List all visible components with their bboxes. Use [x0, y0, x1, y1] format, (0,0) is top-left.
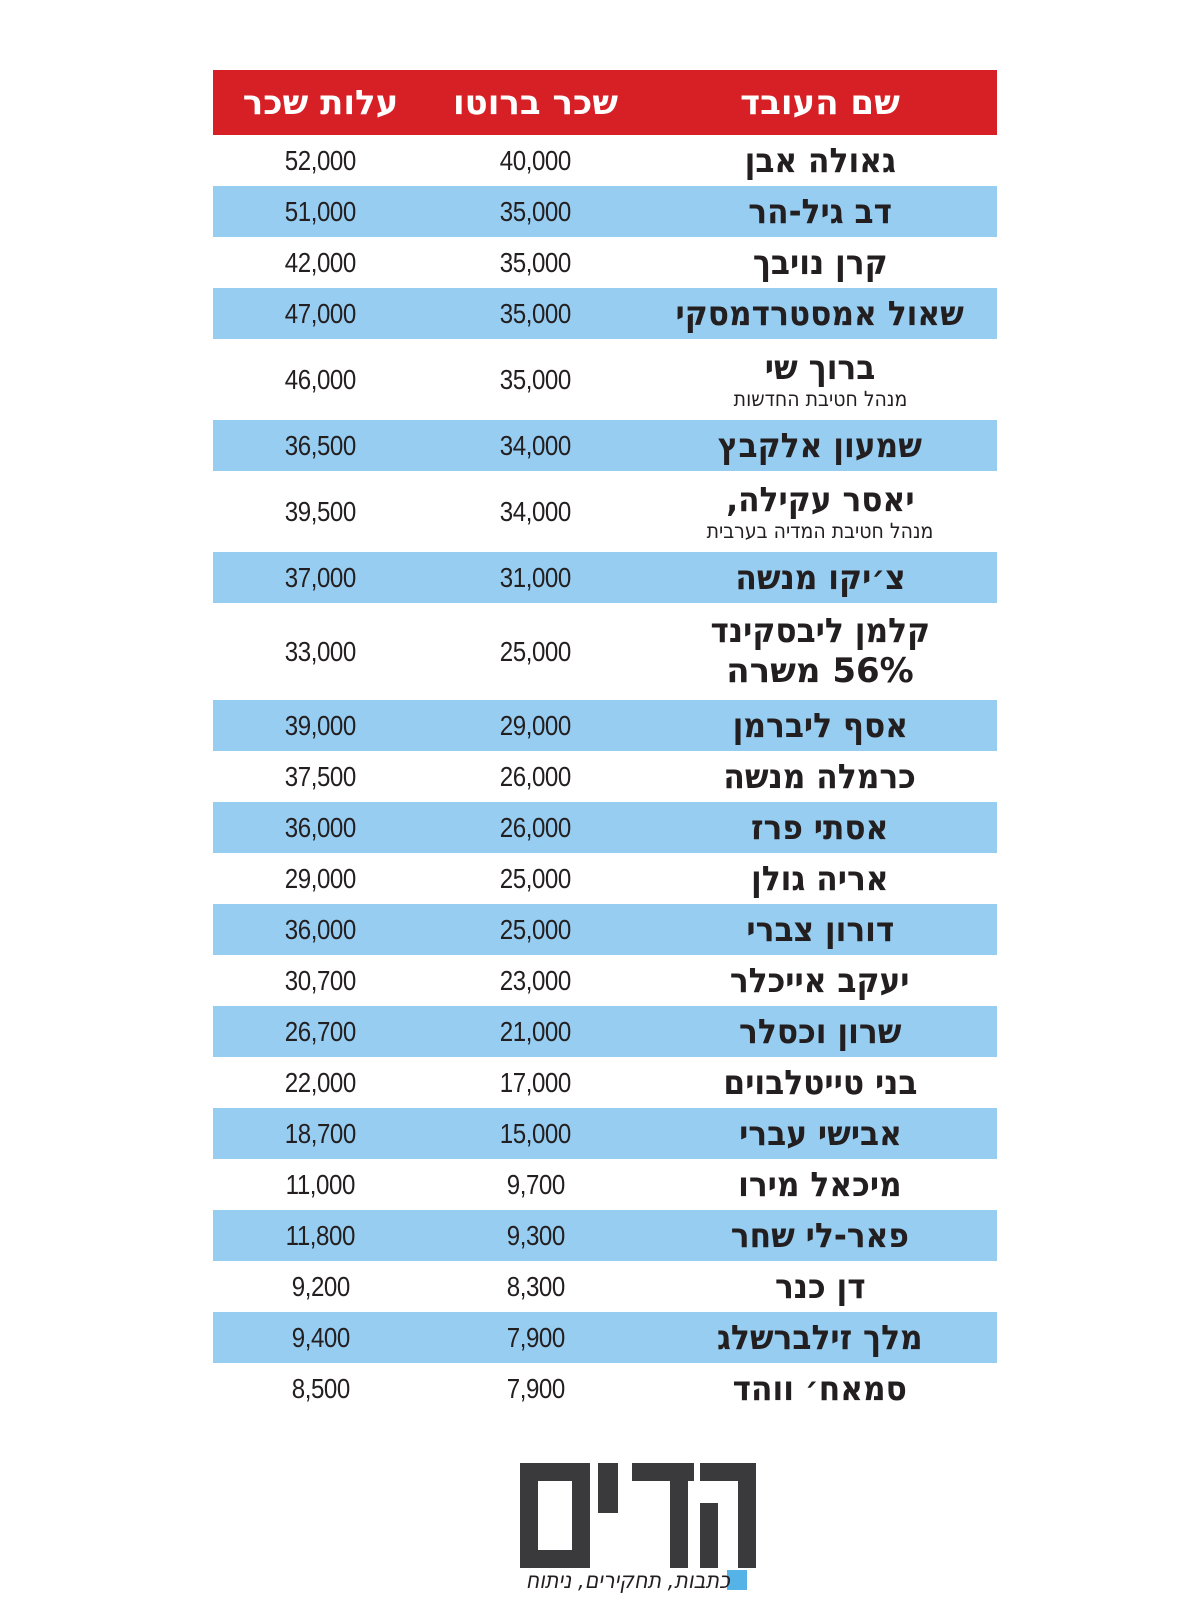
cost-value: 9,400 — [291, 1321, 350, 1353]
cost-cell — [213, 1108, 428, 1159]
cost-cell — [213, 1159, 428, 1210]
gross-cell — [428, 751, 643, 802]
cost-cell — [213, 471, 428, 552]
employee-name: דן כנר — [774, 1266, 866, 1307]
cost-value: 29,000 — [284, 862, 357, 894]
table-row — [213, 1057, 997, 1108]
cost-cell — [213, 1312, 428, 1363]
gross-value: 25,000 — [499, 862, 572, 894]
gross-cell — [428, 552, 643, 603]
gross-value: 31,000 — [499, 561, 572, 593]
cost-cell — [213, 135, 428, 186]
salary-table — [213, 70, 997, 1414]
name-cell — [643, 288, 997, 339]
table-row — [213, 1261, 997, 1312]
gross-value: 23,000 — [499, 964, 572, 996]
table-header — [213, 70, 997, 135]
cost-value: 11,800 — [285, 1219, 356, 1251]
table-row — [213, 904, 997, 955]
cost-cell — [213, 339, 428, 420]
gross-cell — [428, 288, 643, 339]
name-cell — [643, 1261, 997, 1312]
cost-cell — [213, 1363, 428, 1414]
gross-value: 35,000 — [499, 363, 572, 395]
gross-cell — [428, 237, 643, 288]
cost-value: 42,000 — [284, 246, 357, 278]
cost-value: 33,000 — [284, 635, 357, 667]
employee-name: סמאח׳ ווהד — [732, 1368, 908, 1409]
cost-cell — [213, 1006, 428, 1057]
employee-name: בני טייטלבוים — [723, 1062, 918, 1103]
cost-cell — [213, 237, 428, 288]
table-body — [213, 135, 997, 1414]
employee-name: יעקב אייכלר — [730, 960, 910, 1001]
cost-cell — [213, 802, 428, 853]
cost-value: 36,000 — [284, 811, 357, 843]
gross-value: 26,000 — [499, 811, 572, 843]
gross-cell — [428, 802, 643, 853]
gross-value: 34,000 — [499, 495, 572, 527]
table-row — [213, 700, 997, 751]
gross-value: 35,000 — [499, 195, 572, 227]
gross-cell — [428, 186, 643, 237]
cost-cell — [213, 420, 428, 471]
gross-cell — [428, 955, 643, 1006]
gross-value: 7,900 — [506, 1372, 565, 1404]
gross-value: 9,700 — [506, 1168, 565, 1200]
table-row — [213, 1159, 997, 1210]
table-row — [213, 1210, 997, 1261]
employee-name: דורון צברי — [746, 909, 894, 950]
gross-value: 35,000 — [499, 297, 572, 329]
table-row — [213, 751, 997, 802]
gross-cell — [428, 1159, 643, 1210]
gross-cell — [428, 1312, 643, 1363]
gross-value: 25,000 — [499, 635, 572, 667]
table-row — [213, 603, 997, 700]
name-cell — [643, 853, 997, 904]
name-cell — [643, 135, 997, 186]
cost-value: 8,500 — [291, 1372, 350, 1404]
cost-value: 11,000 — [285, 1168, 356, 1200]
name-cell — [643, 339, 997, 420]
logo-tagline: כתבות, תחקירים, ניתוח — [525, 1568, 730, 1594]
table-row — [213, 1363, 997, 1414]
name-cell — [643, 237, 997, 288]
gross-value: 40,000 — [499, 144, 572, 176]
employee-name: אבישי עברי — [738, 1113, 902, 1154]
cost-cell — [213, 904, 428, 955]
cost-value: 37,000 — [284, 561, 357, 593]
employee-role: מנהל חטיבת המדיה בערבית — [706, 518, 934, 543]
gross-cell — [428, 1057, 643, 1108]
employee-name: דב גיל-הר — [748, 191, 892, 232]
name-cell — [643, 700, 997, 751]
employee-name: ברוך שי — [764, 347, 876, 388]
cost-value: 18,700 — [284, 1117, 357, 1149]
name-cell — [643, 552, 997, 603]
gross-cell — [428, 1006, 643, 1057]
gross-value: 21,000 — [499, 1015, 572, 1047]
gross-value: 35,000 — [499, 246, 572, 278]
employee-name: אריה גולן — [751, 858, 889, 899]
gross-cell — [428, 135, 643, 186]
cost-cell — [213, 1057, 428, 1108]
cost-cell — [213, 288, 428, 339]
header-name: שם העובד — [740, 82, 900, 123]
name-cell — [643, 904, 997, 955]
gross-value: 17,000 — [499, 1066, 572, 1098]
logo-accent-square — [727, 1570, 747, 1590]
name-cell — [643, 1159, 997, 1210]
gross-value: 29,000 — [499, 709, 572, 741]
gross-value: 8,300 — [506, 1270, 565, 1302]
gross-cell — [428, 1261, 643, 1312]
gross-value: 25,000 — [499, 913, 572, 945]
name-cell — [643, 1210, 997, 1261]
table-row — [213, 1108, 997, 1159]
header-cost: עלות שכר — [242, 82, 399, 123]
employee-name: שרון וכסלר — [738, 1011, 902, 1052]
name-cell — [643, 1363, 997, 1414]
employee-name: גאולה אבן — [744, 140, 896, 181]
gross-cell — [428, 853, 643, 904]
cost-cell — [213, 955, 428, 1006]
cost-cell — [213, 1210, 428, 1261]
name-cell — [643, 420, 997, 471]
employee-name: אסתי פרז — [751, 807, 889, 848]
cost-value: 36,500 — [284, 429, 357, 461]
table-row — [213, 135, 997, 186]
table-row — [213, 186, 997, 237]
name-cell — [643, 186, 997, 237]
cost-value: 47,000 — [284, 297, 357, 329]
table-row — [213, 552, 997, 603]
cost-cell — [213, 186, 428, 237]
header-gross: שכר ברוטו — [453, 82, 618, 123]
name-cell — [643, 1057, 997, 1108]
gross-cell — [428, 1363, 643, 1414]
employee-name: אסף ליברמן — [732, 705, 908, 746]
cost-value: 30,700 — [284, 964, 357, 996]
gross-cell — [428, 1210, 643, 1261]
gross-cell — [428, 420, 643, 471]
gross-value: 34,000 — [499, 429, 572, 461]
name-cell — [643, 751, 997, 802]
gross-value: 15,000 — [499, 1117, 572, 1149]
gross-cell — [428, 603, 643, 700]
cost-value: 46,000 — [284, 363, 357, 395]
cost-cell — [213, 751, 428, 802]
name-cell — [643, 1312, 997, 1363]
employee-name: צ׳יקו מנשה — [734, 557, 906, 598]
table-row — [213, 420, 997, 471]
employee-name: קלמן ליבסקינד — [710, 610, 930, 651]
table-row — [213, 288, 997, 339]
gross-value: 7,900 — [506, 1321, 565, 1353]
cost-cell — [213, 853, 428, 904]
cost-value: 51,000 — [284, 195, 357, 227]
gross-cell — [428, 700, 643, 751]
name-cell — [643, 1108, 997, 1159]
employee-name: קרן נויבך — [752, 242, 888, 283]
employee-note: 56% משרה — [726, 650, 914, 691]
cost-value: 36,000 — [284, 913, 357, 945]
table-row — [213, 1006, 997, 1057]
cost-value: 39,000 — [284, 709, 357, 741]
table-row — [213, 1312, 997, 1363]
cost-value: 37,500 — [284, 760, 357, 792]
table-row — [213, 802, 997, 853]
gross-cell — [428, 1108, 643, 1159]
table-row — [213, 853, 997, 904]
employee-name: מיכאל מירו — [738, 1164, 902, 1205]
cost-cell — [213, 552, 428, 603]
gross-value: 26,000 — [499, 760, 572, 792]
table-row — [213, 955, 997, 1006]
table-row — [213, 339, 997, 420]
cost-cell — [213, 603, 428, 700]
employee-name: שאול אמסטרדמסקי — [675, 293, 965, 334]
employee-name: יאסר עקילה, — [725, 479, 915, 520]
employee-name: כרמלה מנשה — [723, 756, 917, 797]
gross-cell — [428, 471, 643, 552]
cost-cell — [213, 700, 428, 751]
gross-cell — [428, 339, 643, 420]
name-cell — [643, 1006, 997, 1057]
gross-cell — [428, 904, 643, 955]
cost-value: 52,000 — [284, 144, 357, 176]
employee-name: שמעון אלקבץ — [717, 425, 923, 466]
cost-value: 22,000 — [284, 1066, 357, 1098]
gross-value: 9,300 — [506, 1219, 565, 1251]
name-cell — [643, 471, 997, 552]
name-cell — [643, 802, 997, 853]
employee-name: מלך זילברשלג — [717, 1317, 923, 1358]
employee-role: מנהל חטיבת החדשות — [733, 386, 907, 411]
cost-cell — [213, 1261, 428, 1312]
employee-name: פאר-לי שחר — [730, 1215, 910, 1256]
cost-value: 39,500 — [284, 495, 357, 527]
name-cell — [643, 603, 997, 700]
cost-value: 9,200 — [291, 1270, 350, 1302]
table-row — [213, 471, 997, 552]
cost-value: 26,700 — [284, 1015, 357, 1047]
name-cell — [643, 955, 997, 1006]
table-row — [213, 237, 997, 288]
